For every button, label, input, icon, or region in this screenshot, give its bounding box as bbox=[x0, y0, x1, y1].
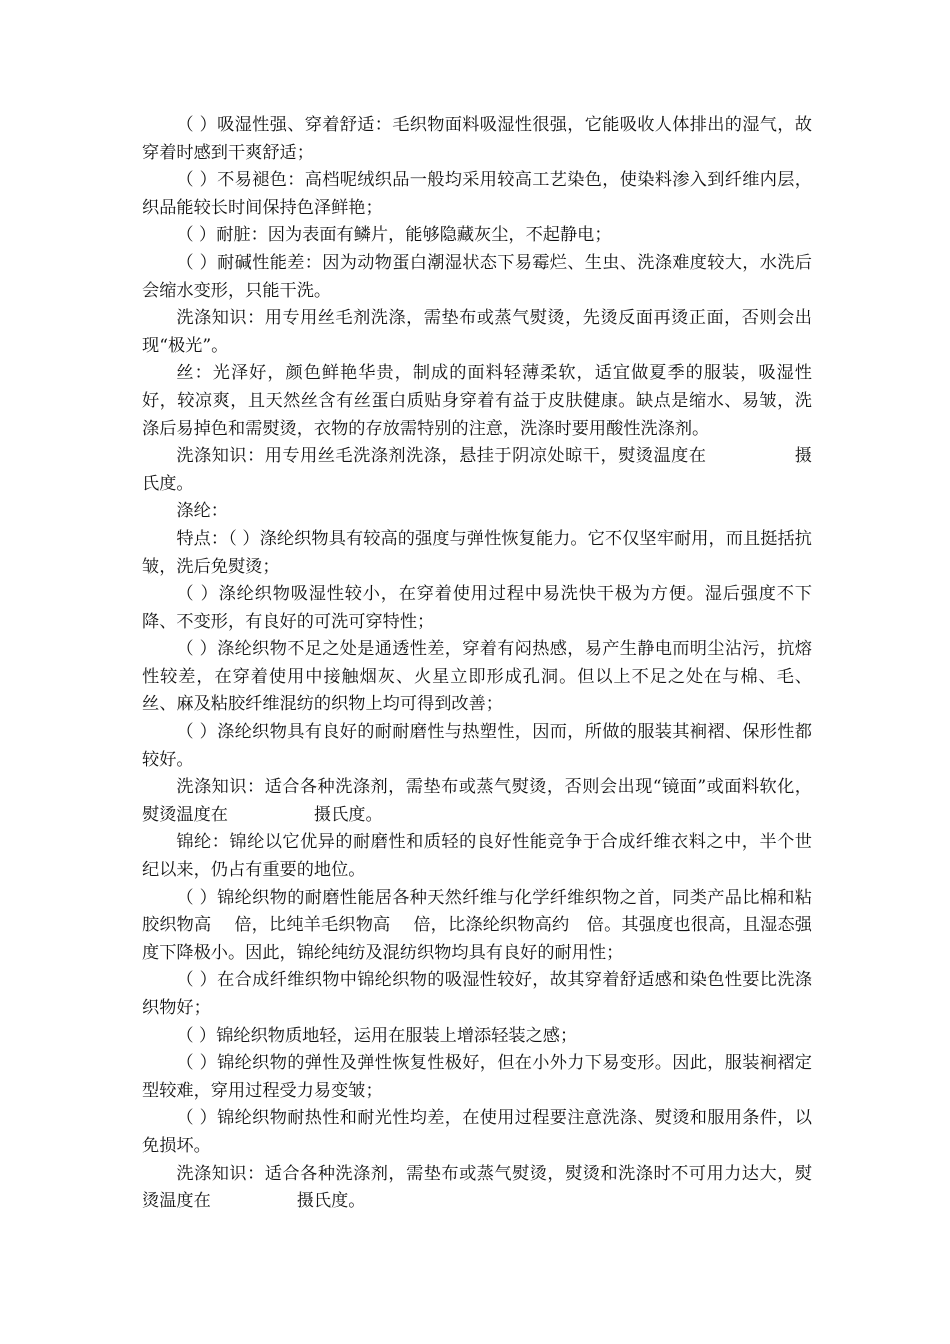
paragraph-nylon-washing: 洗涤知识：适合各种洗涤剂，需垫布或蒸气熨烫，熨烫和洗涤时不可用力达大，熨烫温度在 摄氏度。 bbox=[142, 1163, 812, 1212]
paragraph-polyester-thermoplastic: （ ）涤纶织物具有良好的耐耐磨性与热塑性，因而，所做的服装其裥褶、保形性都较好。 bbox=[142, 722, 812, 770]
paragraph-polyester-washing: 洗涤知识：适合各种洗涤剂，需垫布或蒸气熨烫，否则会出现“镜面”或面料软化，熨烫温度在 摄氏度。 bbox=[142, 777, 812, 825]
document-body bbox=[142, 112, 812, 1216]
paragraph-wool-dirt-resistant: （ ）耐脏：因为表面有鳞片，能够隐藏灰尘，不起静电； bbox=[176, 225, 612, 246]
paragraph-polyester-strength: 特点：（ ）涤纶织物具有较高的强度与弹性恢复能力。它不仅坚牢耐用，而且挺括抗皱，洗后免熨烫； bbox=[142, 528, 812, 577]
paragraph-polyester-drawbacks: （ ）涤纶织物不足之处是通透性差，穿着有闷热感，易产生静电而明尘沾污，抗熔性较差，在穿着使用中接触烟灰、火星立即形成孔洞。但以上不足之处在与棉、毛、丝、麻及粘胶纤维混纺的织物上均可得到改善； bbox=[142, 639, 812, 715]
heading-polyester: 涤纶： bbox=[176, 501, 228, 522]
paragraph-nylon-light: （ ）锦纶织物质地轻，运用在服装上增添轻装之感； bbox=[176, 1025, 578, 1046]
paragraph-nylon-heat: （ ）锦纶织物耐热性和耐光性均差，在使用过程要注意洗涤、熨烫和服用条件，以免损坏。 bbox=[142, 1108, 812, 1156]
paragraph-silk: 丝：光泽好，颜色鲜艳华贵，制成的面料轻薄柔软，适宜做夏季的服装，吸湿性好，较凉爽，且天然丝含有丝蛋白质贴身穿着有益于皮肤健康。缺点是缩水、易皱，洗涤后易掉色和需熨烫，衣物的存放需特别的注意，洗涤时要用酸性洗涤剂。 bbox=[142, 363, 812, 439]
paragraph-nylon-elasticity: （ ）锦纶织物的弹性及弹性恢复性极好，但在小外力下易变形。因此，服装裥褶定型较难，穿用过程受力易变皱； bbox=[142, 1053, 812, 1101]
paragraph-wool-colorfast: （ ）不易褪色：高档呢绒织品一般均采用较高工艺染色，使染料渗入到纤维内层，织品能较长时间保持色泽鲜艳； bbox=[142, 170, 812, 218]
paragraph-wool-alkali: （ ）耐碱性能差：因为动物蛋白潮湿状态下易霉烂、生虫、洗涤难度较大，水洗后会缩水变形，只能干洗。 bbox=[142, 252, 812, 301]
paragraph-wool-washing: 洗涤知识：用专用丝毛剂洗涤，需垫布或蒸气熨烫，先烫反面再烫正面，否则会出现“极光”。 bbox=[142, 308, 812, 356]
paragraph-nylon-abrasion: （ ）锦纶织物的耐磨性能居各种天然纤维与化学纤维织物之首，同类产品比棉和粘胶织物高 倍，比纯羊毛织物高 倍，比涤纶织物高约 倍。其强度也很高，且湿态强度下降极小。因此，锦纶纯纺及混纺织物均具有良好的耐用性； bbox=[142, 887, 812, 963]
paragraph-nylon-moisture: （ ）在合成纤维织物中锦纶织物的吸湿性较好，故其穿着舒适感和染色性要比洗涤织物好； bbox=[142, 970, 812, 1018]
paragraph-nylon-intro: 锦纶：锦纶以它优异的耐磨性和质轻的良好性能竞争于合成纤维衣料之中，半个世纪以来，仍占有重要的地位。 bbox=[142, 832, 812, 881]
paragraph-silk-washing: 洗涤知识：用专用丝毛洗涤剂洗涤，悬挂于阴凉处晾干，熨烫温度在 摄氏度。 bbox=[142, 446, 812, 494]
paragraph-polyester-moisture: （ ）涤纶织物吸湿性较小，在穿着使用过程中易洗快干极为方便。湿后强度不下降、不变形，有良好的可洗可穿特性； bbox=[142, 584, 812, 632]
paragraph-wool-moisture: （ ）吸湿性强、穿着舒适：毛织物面料吸湿性很强，它能吸收人体排出的湿气，故穿着时感到干爽舒适； bbox=[142, 115, 812, 163]
